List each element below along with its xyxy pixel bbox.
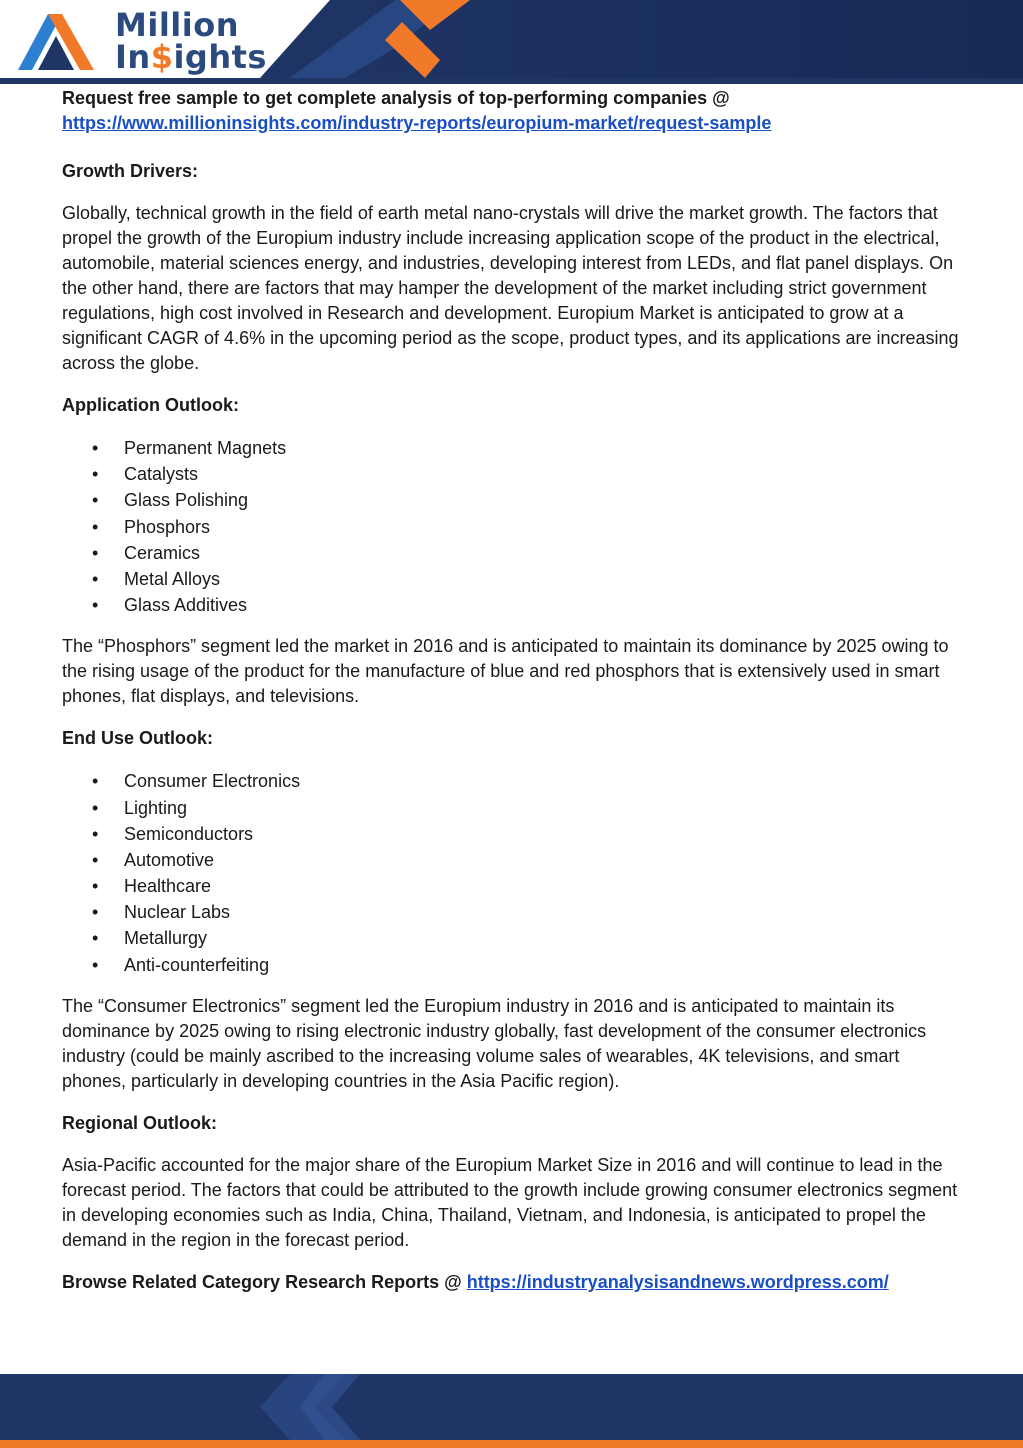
growth-drivers-heading: Growth Drivers: [62, 161, 199, 181]
end-use-outlook-heading: End Use Outlook: [62, 728, 214, 749]
list-item: • Glass Polishing [62, 487, 962, 513]
list-item: • Healthcare [62, 873, 962, 899]
logo-text-insights: In$ights [115, 38, 267, 76]
application-paragraph: The “Phosphors” segment led the market in 2016 and is anticipated to maintain its dominance by 2025 owing to the rising usage of the product for the manufacture of blue and red phosphors that is extensively used in smart phones, flat displays, and televisions. [62, 636, 949, 707]
list-item: • Anti-counterfeiting [62, 952, 962, 978]
list-item: • Metallurgy [62, 925, 962, 951]
document-body [62, 86, 962, 1295]
end-use-paragraph: The “Consumer Electronics” segment led the Europium industry in 2016 and is anticipated to maintain its dominance by 2025 owing to rising electronic industry globally, fast development of the consumer electronics industry (could be mainly ascribed to the increasing volume sales of wearables, 4K televisions, and smart phones, particularly in developing countries in the Asia Pacific region). [62, 995, 927, 1091]
application-list [62, 435, 962, 618]
list-item: • Nuclear Labs [62, 899, 962, 925]
end-use-list [62, 768, 962, 978]
million-insights-logo [10, 6, 267, 76]
application-outlook-heading: Application Outlook: [62, 395, 239, 415]
list-item: • Consumer Electronics [62, 768, 962, 794]
footer-graphic [0, 1374, 1023, 1448]
list-item: • Phosphors [62, 514, 962, 540]
footer-banner [0, 1374, 1023, 1448]
list-item: • Ceramics [62, 540, 962, 566]
browse-related-line [62, 1270, 962, 1295]
list-item: • Lighting [62, 795, 962, 821]
growth-drivers-paragraph: Globally, technical growth in the field of earth metal nano-crystals will drive the market growth. The factors that propel the growth of the Europium industry include increasing application scope of the product in the electrical, automobile, material sciences energy, and industries, developing interest from LEDs, and flat panel displays. On the other hand, there are factors that may hamper the development of the market including strict government regulations, high cost involved in Research and development. Europium Market is anticipated to grow at a significant CAGR of 4.6% in the upcoming period as the scope, product types, and its applications are increasing across the globe. [62, 203, 959, 373]
browse-related-text: Browse Related Category Research Reports @ [62, 1271, 462, 1292]
list-item: • Glass Additives [62, 592, 962, 618]
regional-paragraph: Asia-Pacific accounted for the major share of the Europium Market Size in 2016 and will continue to lead in the forecast period. The factors that could be attributed to the growth include growing consumer electronics segment in developing economies such as India, China, Thailand, Vietnam, and Indonesia, is anticipated to propel the demand in the region in the forecast period. [62, 1154, 958, 1250]
list-item: • Automotive [62, 847, 962, 873]
list-item: • Permanent Magnets [62, 435, 962, 461]
list-item: • Catalysts [62, 461, 962, 487]
regional-outlook-heading: Regional Outlook: [62, 1112, 217, 1133]
browse-related-link[interactable]: https://industryanalysisandnews.wordpress.com/ [466, 1271, 889, 1292]
request-sample-text: Request free sample to get complete analysis of top-performing companies @ [62, 88, 730, 108]
request-sample-link[interactable]: https://www.millioninsights.com/industry-reports/europium-market/request-sample [62, 113, 772, 133]
list-item: • Semiconductors [62, 821, 962, 847]
header-banner [0, 0, 1023, 84]
list-item: • Metal Alloys [62, 566, 962, 592]
logo-mark-icon [10, 6, 110, 76]
logo-text-million: Million [115, 6, 239, 44]
